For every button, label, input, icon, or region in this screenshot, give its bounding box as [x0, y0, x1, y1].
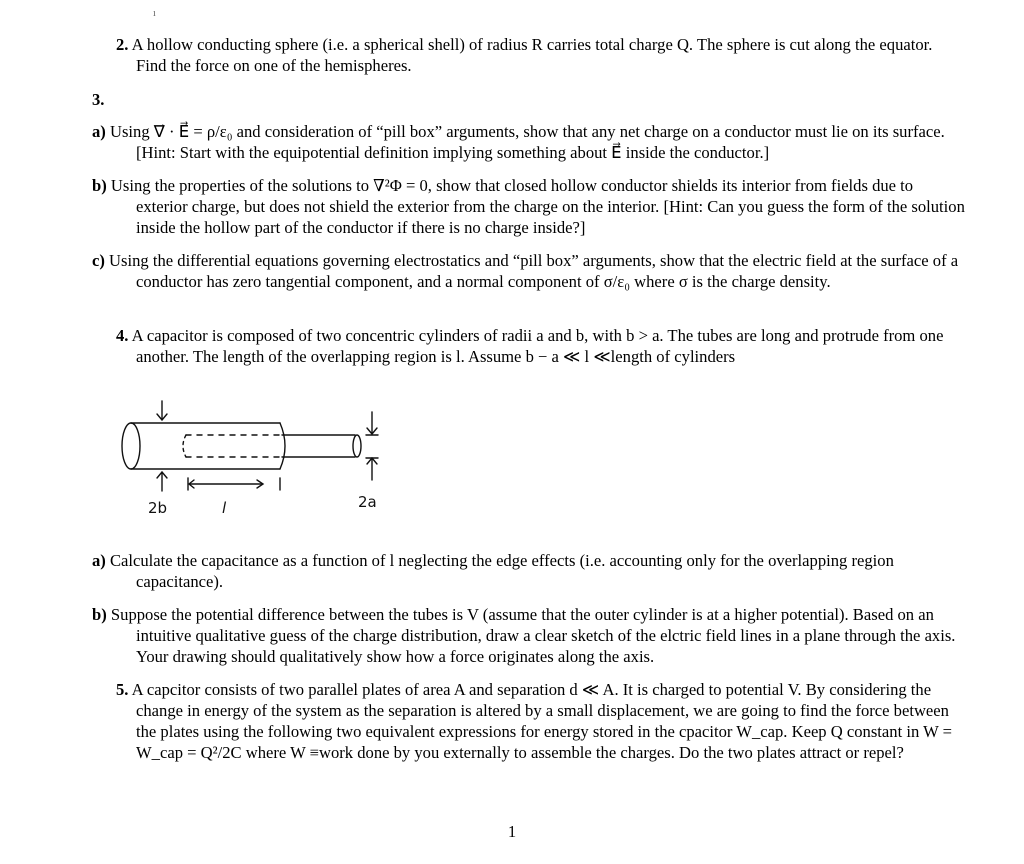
problem-5-text: A capcitor consists of two parallel plates of area A and separation d ≪ A. It is charged to potential V. By considering the change in energy of the system as the separation is altered by a small displacement, we are going to find the force between the plates using the following two equivalent expressions for energy stored in the cpacitor W_cap. Keep Q constant in W = W_cap = Q²/2C where W ≡work done by you externally to assemble the charges. Do the two plates attract or repel?	[128, 680, 952, 762]
problem-4	[92, 325, 966, 367]
outer-cylinder-left-end	[122, 423, 140, 469]
cylinder-capacitor-diagram	[110, 396, 410, 526]
outer-cylinder-right-end	[280, 423, 285, 469]
inner-cylinder-right-end	[353, 435, 361, 457]
problem-2-label: 2.	[116, 35, 129, 54]
problem-4a-label: a)	[92, 551, 106, 570]
problem-4-text: A capacitor is composed of two concentric cylinders of radii a and b, with b > a. The tubes are long and protrude from one another. The length of the overlapping region is l. Assume b − a ≪ l ≪length of cylinders	[128, 326, 944, 366]
problem-3b-label: b)	[92, 176, 107, 195]
problem-3c-label: c)	[92, 251, 105, 270]
problem-4b	[92, 604, 966, 667]
problem-4b-label: b)	[92, 605, 107, 624]
problem-5	[92, 679, 966, 763]
problem-3	[92, 89, 922, 110]
problem-3c	[92, 250, 966, 292]
label-l: l	[222, 499, 227, 517]
problem-3a-text: Using ∇⃗ · E⃗ = ρ/ε₀ and consideration of “pill box” arguments, show that any net charge on a conductor must lie on its surface. [Hint: Start with the equipotential definition implying something about E⃗ inside the conductor.]	[105, 122, 945, 162]
problem-3b	[92, 175, 966, 238]
problem-4-label: 4.	[116, 326, 129, 345]
top-mark: ı	[153, 8, 156, 19]
problem-2	[92, 34, 966, 76]
problem-4a	[92, 550, 966, 592]
label-2a: 2a	[358, 493, 377, 511]
problem-3b-text: Using the properties of the solutions to ∇²Φ = 0, show that closed hollow conductor shields its interior from fields due to exterior charge, but does not shield the exterior from the charge on the interior. [Hint: Can you guess the form of the solution inside the hollow part of the conductor if there is no charge inside?]	[106, 176, 965, 237]
inner-cylinder-hidden-left-end	[183, 435, 186, 457]
label-2b: 2b	[148, 499, 168, 517]
problem-2-text: A hollow conducting sphere (i.e. a spherical shell) of radius R carries total charge Q. The sphere is cut along the equator. Find the force on one of the hemispheres.	[128, 35, 933, 75]
problem-3c-text: Using the differential equations governing electrostatics and “pill box” arguments, show that the electric field at the surface of a conductor has zero tangential component, and a normal component of σ/ε₀ where σ is the charge density.	[104, 251, 959, 291]
problem-4b-text: Suppose the potential difference between the tubes is V (assume that the outer cylinder is at a higher potential). Based on an intuitive qualitative guess of the charge distribution, draw a clear sketch of the elctric field lines in a plane through the axis. Your drawing should qualitatively show how a force originates along the axis.	[106, 605, 956, 666]
problem-3a-label: a)	[92, 122, 106, 141]
problem-3-label: 3.	[92, 90, 105, 109]
problem-4a-text: Calculate the capacitance as a function of l neglecting the edge effects (i.e. accounting only for the overlapping region capacitance).	[105, 551, 894, 591]
page-number: 1	[507, 822, 517, 841]
problem-3a	[92, 121, 966, 163]
problem-5-label: 5.	[116, 680, 129, 699]
